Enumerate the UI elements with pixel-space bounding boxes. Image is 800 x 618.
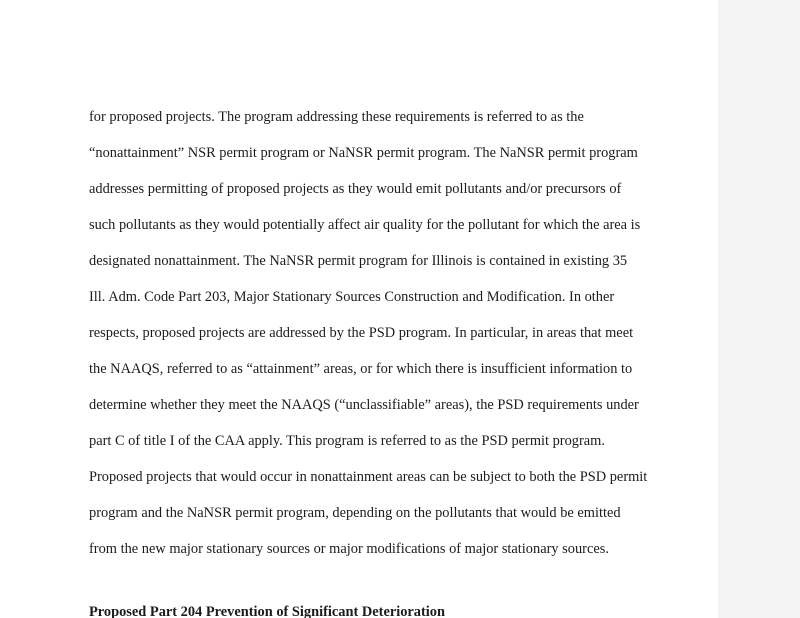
paragraph-line: determine whether they meet the NAAQS (“unclassifiable” areas), the PSD requirements under — [89, 397, 639, 413]
paragraph-line: program and the NaNSR permit program, depending on the pollutants that would be emitted — [89, 505, 621, 521]
paragraph-line: part C of title I of the CAA apply. This program is referred to as the PSD permit program. — [89, 433, 605, 449]
paragraph-line: such pollutants as they would potentially affect air quality for the pollutant for which the area is — [89, 217, 641, 233]
section-heading: Proposed Part 204 Prevention of Significant Deterioration — [89, 604, 445, 618]
paragraph-line: from the new major stationary sources or major modifications of major stationary sources. — [89, 541, 609, 557]
paragraph-line: addresses permitting of proposed projects as they would emit pollutants and/or precursors of — [89, 181, 622, 197]
body-paragraph — [89, 106, 709, 574]
paragraph-line: Ill. Adm. Code Part 203, Major Stationary Sources Construction and Modification. In other — [89, 289, 615, 305]
paragraph-line: the NAAQS, referred to as “attainment” areas, or for which there is insufficient information to — [89, 361, 633, 377]
paragraph-line: Proposed projects that would occur in nonattainment areas can be subject to both the PSD permit — [89, 469, 648, 485]
page-margin-edge — [718, 0, 800, 618]
paragraph-line: designated nonattainment. The NaNSR permit program for Illinois is contained in existing 35 — [89, 253, 628, 269]
paragraph-line: for proposed projects. The program addressing these requirements is referred to as the — [89, 109, 584, 125]
paragraph-line: respects, proposed projects are addressed by the PSD program. In particular, in areas that meet — [89, 325, 634, 341]
paragraph-line: “nonattainment” NSR permit program or NaNSR permit program. The NaNSR permit program — [89, 145, 638, 161]
